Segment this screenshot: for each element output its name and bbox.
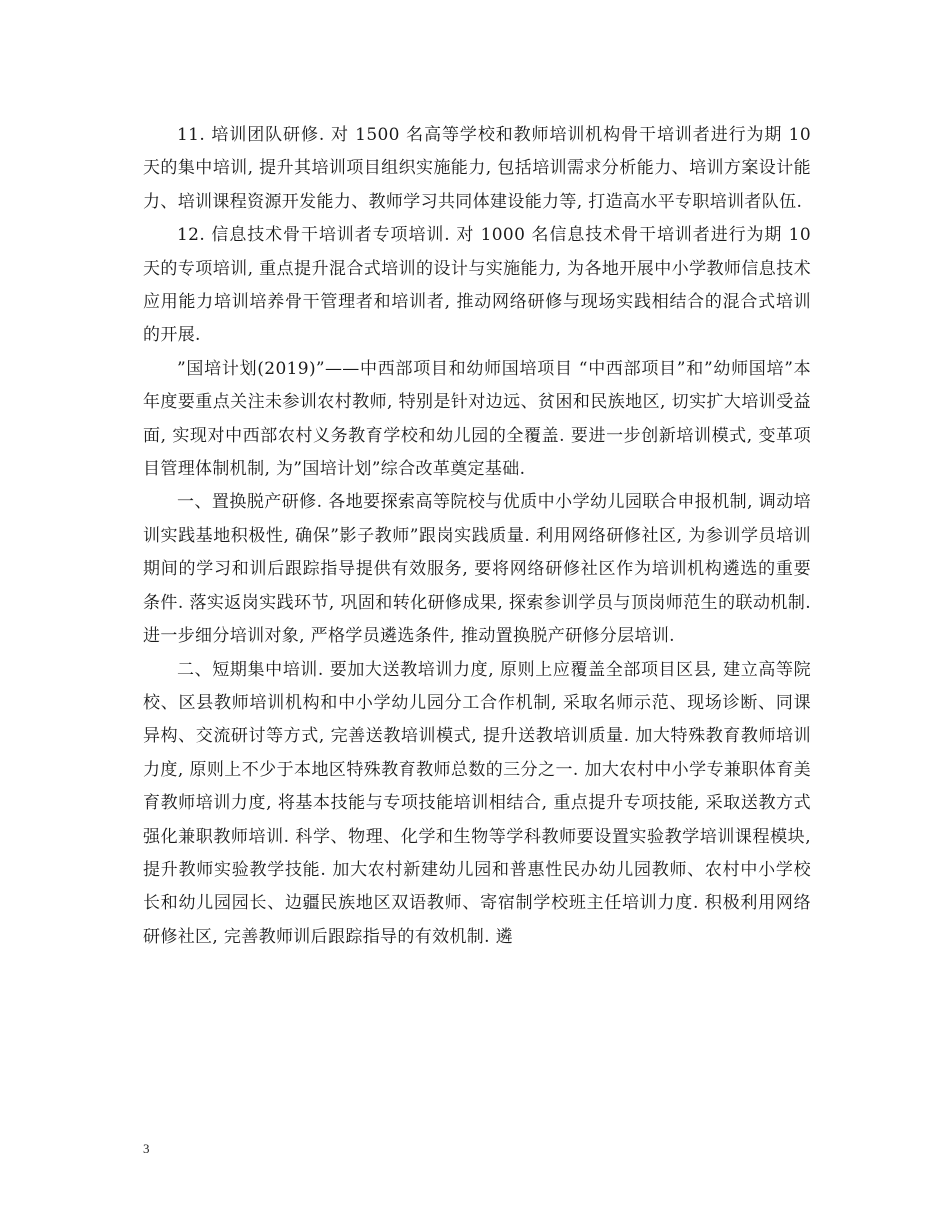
body-text — [143, 119, 811, 954]
paragraph-replacement-study: 一、置换脱产研修. 各地要探索高等院校与优质中小学幼儿园联合申报机制, 调动培训实践基地积极性, 确保”影子教师”跟岗实践质量. 利用网络研修社区, 为参训学员培训期间的学习和训后跟踪指导提供有效服务, 要将网络研修社区作为培训机构遴选的重要条件. 落实返岗实践环节, 巩固和转化研修成果, 探索参训学员与顶岗师范生的联动机制. 进一步细分培训对象, 严格学员遴选条件, 推动置换脱产研修分层培训. — [143, 492, 811, 647]
paragraph-national-training-plan: ”国培计划(2019)”——中西部项目和幼师国培项目 “中西部项目”和”幼师国培”本年度要重点关注未参训农村教师, 特别是针对边远、贫困和民族地区, 切实扩大培训受益面, 实现对中西部农村义务教育学校和幼儿园的全覆盖. 要进一步创新培训模式, 变革项目管理体制机制, 为”国培计划”综合改革奠定基础. — [143, 358, 811, 480]
paragraph-short-term-training: 二、短期集中培训. 要加大送教培训力度, 原则上应覆盖全部项目区县, 建立高等院校、区县教师培训机构和中小学幼儿园分工合作机制, 采取名师示范、现场诊断、同课异构、交流研讨等方式, 完善送教培训模式, 提升送教培训质量. 加大特殊教育教师培训力度, 原则上不少于本地区特殊教育教师总数的三分之一. 加大农村中小学专兼职体育美育教师培训力度, 将基本技能与专项技能培训相结合, 重点提升专项技能, 采取送教方式强化兼职教师培训. 科学、物理、化学和生物等学科教师要设置实验教学培训课程模块, 提升教师实验教学技能. 加大农村新建幼儿园和普惠性民办幼儿园教师、农村中小学校长和幼儿园园长、边疆民族地区双语教师、寄宿制学校班主任培训力度. 积极利用网络研修社区, 完善教师训后跟踪指导的有效机制. 遴 — [143, 659, 811, 947]
page-number: 3 — [143, 1141, 150, 1156]
paragraph-it-trainer-training: 12. 信息技术骨干培训者专项培训. 对 1000 名信息技术骨干培训者进行为期 10 天的专项培训, 重点提升混合式培训的设计与实施能力, 为各地开展中小学教师信息技术应用能力培训培养骨干管理者和培训者, 推动网络研修与现场实践相结合的混合式培训的开展. — [143, 225, 811, 346]
paragraph-training-team-study: 11. 培训团队研修. 对 1500 名高等学校和教师培训机构骨干培训者进行为期 10 天的集中培训, 提升其培训项目组织实施能力, 包括培训需求分析能力、培训方案设计能力、培训课程资源开发能力、教师学习共同体建设能力等, 打造高水平专职培训者队伍. — [143, 125, 811, 212]
